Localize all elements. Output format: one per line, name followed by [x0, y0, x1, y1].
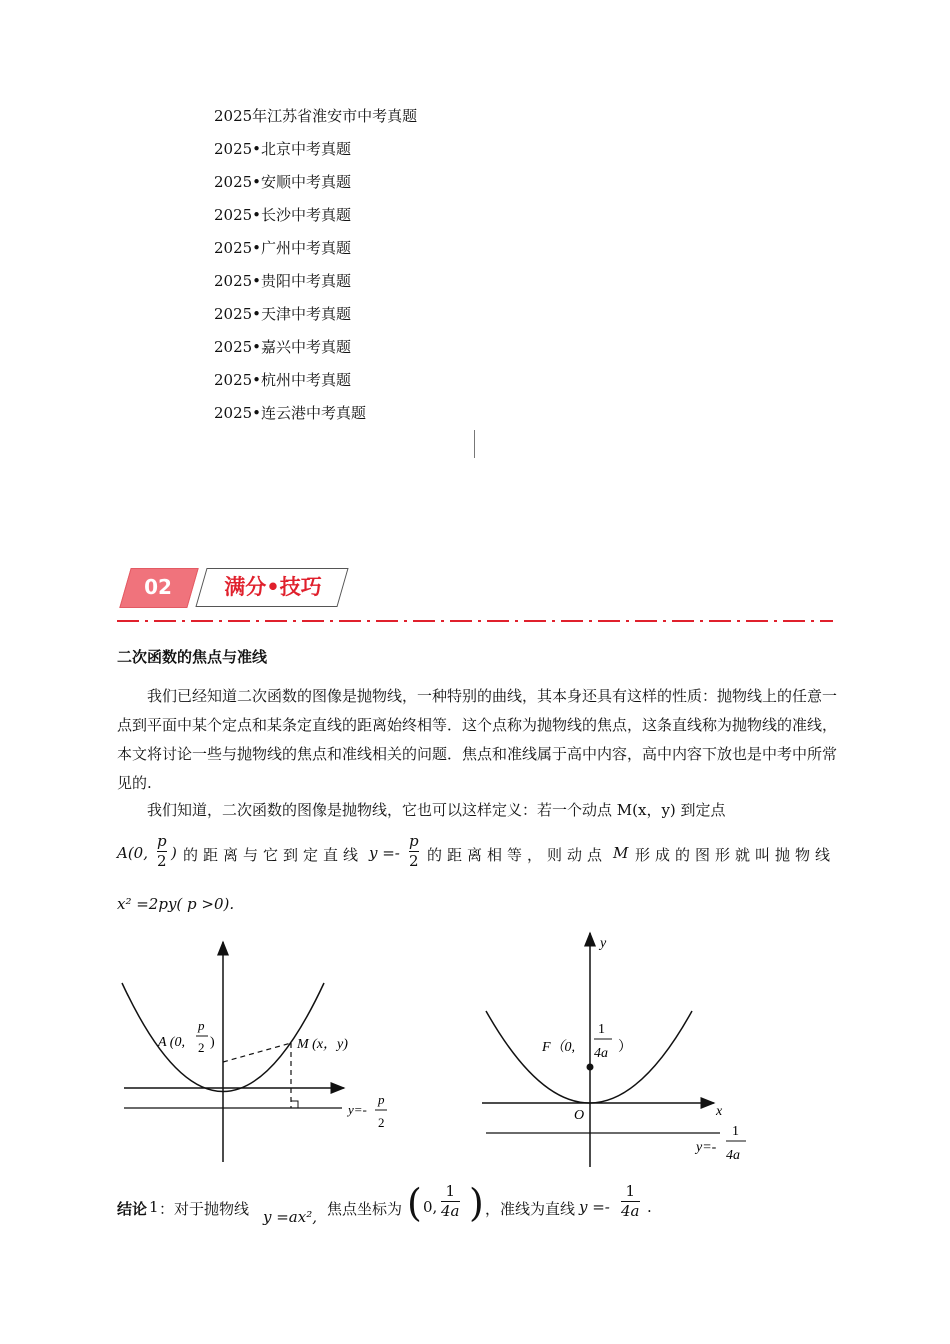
conclusion-period: . [647, 1198, 652, 1216]
definition-formula-row [117, 832, 837, 876]
list-item: 2025•连云港中考真题 [214, 404, 367, 422]
parabola-equation: x² =2py( p >0). [117, 895, 235, 913]
conclusion-text-2: 焦点坐标为 [327, 1200, 403, 1218]
conclusion [117, 1178, 837, 1234]
focus-distance-line [223, 1043, 291, 1062]
focus-label: F（0, [542, 1040, 576, 1055]
definition-text-2: 的距离相等，则动点 [427, 846, 608, 864]
figure-parabola-focus [110, 930, 410, 1170]
focus-frac-num: p [198, 1018, 205, 1033]
paragraph-text: 我们知道，二次函数的图像是抛物线，它也可以这样定义：若一个动点 M(x，y) 到定点 [147, 801, 726, 819]
directrix-frac-den: 2 [378, 1115, 385, 1130]
directrix-expr: y =- [369, 844, 400, 862]
figure-parabola-axes [470, 925, 760, 1175]
x-axis-label: x [716, 1104, 723, 1119]
moving-point-m: M [613, 844, 629, 862]
section-heading: 二次函数的焦点与准线 [117, 648, 268, 666]
fraction-1-over-4a [441, 1182, 460, 1221]
focus-point [587, 1064, 594, 1071]
point-a-close: ) [171, 844, 177, 862]
conclusion-label: 结论 [117, 1200, 148, 1218]
directrix-frac-num: 1 [732, 1124, 739, 1139]
fraction-numerator: 1 [625, 1182, 636, 1200]
list-item: 2025•杭州中考真题 [214, 371, 352, 389]
section-banner [117, 566, 837, 626]
directrix-label: y=- [348, 1102, 367, 1117]
definition-text-1: 的距离与它到定直线 [183, 846, 364, 864]
paragraph-intro [117, 682, 837, 798]
directrix-y: y =- [579, 1198, 610, 1216]
list-item: 2025•广州中考真题 [214, 239, 352, 257]
list-item: 2025年江苏省淮安市中考真题 [214, 107, 418, 125]
fraction-denominator: 2 [409, 852, 419, 870]
list-item: 2025•北京中考真题 [214, 140, 352, 158]
y-axis-label: y [600, 936, 607, 951]
conclusion-text-3: ，准线为直线 [485, 1200, 576, 1218]
parabola-expr: y =ax², [263, 1208, 317, 1226]
focus-label-close: ） [618, 1040, 632, 1055]
right-paren: ) [469, 1181, 484, 1225]
fraction-denominator: 2 [157, 852, 167, 870]
left-paren: ( [407, 1181, 422, 1225]
list-item: 2025•安顺中考真题 [214, 173, 352, 191]
fraction-denominator: 4a [441, 1202, 460, 1220]
focus-label: A (0, [158, 1035, 185, 1050]
directrix-label: y=- [696, 1140, 717, 1155]
text-cursor [474, 430, 475, 458]
definition-text-3: 形成的图形就叫抛物线 [635, 846, 836, 864]
directrix-frac-num: p [378, 1092, 385, 1107]
fraction-denominator: 4a [621, 1202, 640, 1220]
dashed-divider [117, 618, 837, 624]
focus-frac-den: 2 [198, 1040, 205, 1055]
conclusion-number: 1 [149, 1198, 159, 1216]
focus-frac-num: 1 [598, 1022, 605, 1037]
section-title: 满分•技巧 [224, 575, 322, 599]
fraction-p-over-2 [157, 832, 167, 871]
focus-label-close: ) [210, 1035, 215, 1050]
list-item: 2025•贵阳中考真题 [214, 272, 352, 290]
section-number: 02 [144, 575, 172, 599]
list-item: 2025•嘉兴中考真题 [214, 338, 352, 356]
paragraph-text: 我们已经知道二次函数的图像是抛物线，一种特别的曲线，其本身还具有这样的性质：抛物线上的任意一点到平面中某个定点和某条定直线的距离始终相等．这个点称为抛物线的焦点，这条直线称为抛物线的准线，本文将讨论一些与抛物线的焦点和准线相关的问题．焦点和准线属于高中内容，高中内容下放也是中考中所常见的. [117, 687, 838, 792]
origin-label: O [574, 1108, 585, 1123]
right-angle-mark [291, 1101, 298, 1108]
conclusion-text-1: ：对于抛物线 [159, 1200, 250, 1218]
list-item: 2025•长沙中考真题 [214, 206, 352, 224]
fraction-numerator: p [157, 832, 167, 850]
focus-zero: 0, [423, 1198, 438, 1216]
paragraph-definition [117, 796, 837, 825]
fraction-p-over-2 [409, 832, 419, 871]
fraction-1-over-4a [621, 1182, 640, 1221]
exam-list [214, 100, 417, 430]
point-m-label: M (x，y) [297, 1037, 348, 1052]
fraction-numerator: p [409, 832, 419, 850]
list-item: 2025•天津中考真题 [214, 305, 352, 323]
fraction-numerator: 1 [445, 1182, 456, 1200]
directrix-frac-den: 4a [726, 1148, 740, 1163]
parabola-curve [486, 1011, 692, 1103]
point-a-label: A(0, [117, 844, 148, 862]
focus-frac-den: 4a [594, 1046, 608, 1061]
